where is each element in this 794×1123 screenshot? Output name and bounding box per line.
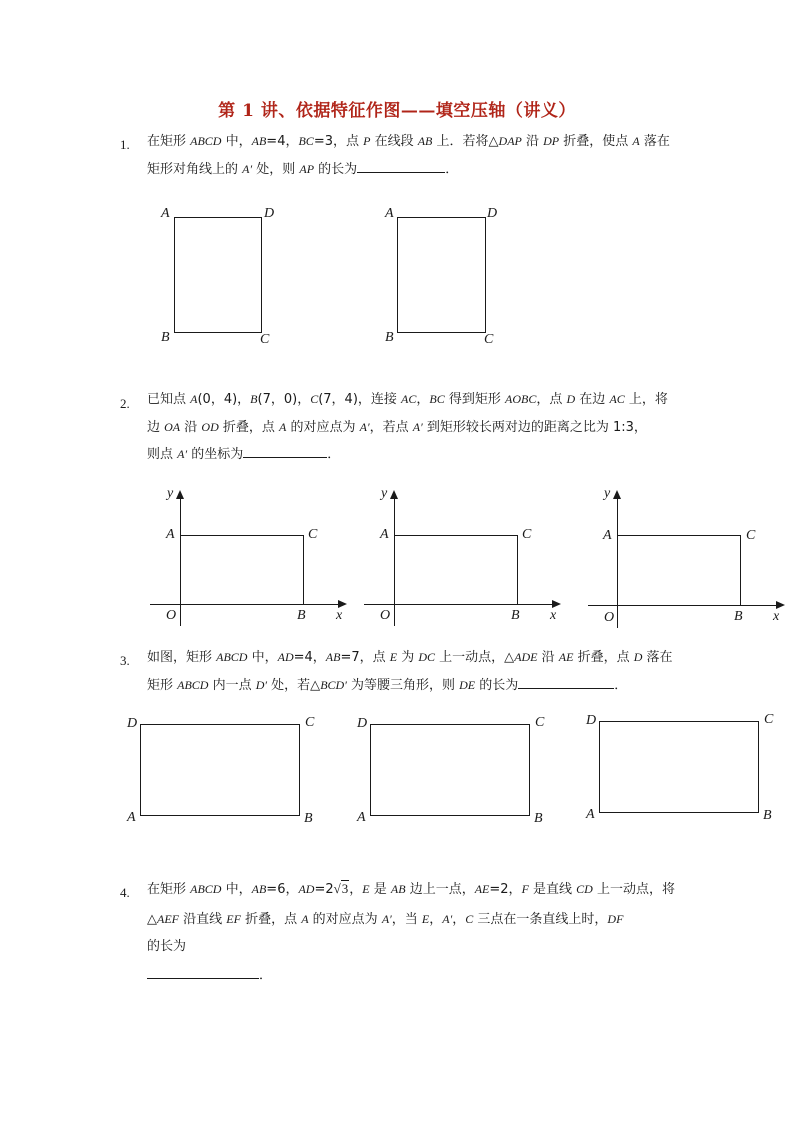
label-b: B xyxy=(734,609,743,624)
question-3-number: 3. xyxy=(120,653,130,668)
answer-blank-2[interactable] xyxy=(243,445,327,458)
label-c: C xyxy=(484,332,494,347)
x-axis-arrow-icon xyxy=(776,601,785,609)
label-d: D xyxy=(357,716,368,731)
label-c: C xyxy=(535,715,545,730)
y-axis xyxy=(617,496,618,628)
rectangle-abcd xyxy=(370,724,530,816)
page-title: 第 1 讲、依据特征作图——填空压轴（讲义） xyxy=(218,101,576,121)
square-root-icon: √3 xyxy=(333,881,349,896)
label-b: B xyxy=(297,608,306,623)
segment-ac xyxy=(180,535,304,536)
label-d: D xyxy=(127,716,138,731)
question-1-line-2: 矩形对角线上的 A′ 处，则 AP 的长为 ． xyxy=(147,162,459,177)
question-2-line-1: 已知点 A(0，4)，B(7，0)，C(7，4)，连接 AC，BC 得到矩形 AOBC，点 D 在边 AC 上，将 xyxy=(147,392,668,407)
label-y: y xyxy=(381,486,388,501)
question-1-line-1: 在矩形 ABCD 中，AB=4，BC=3，点 P 在线段 AB 上．若将△DAP 沿 DP 折叠，使点 A 落在 xyxy=(147,134,670,149)
x-axis xyxy=(588,605,778,606)
x-axis-arrow-icon xyxy=(552,600,561,608)
question-2-line-3: 则点 A′ 的坐标为 ． xyxy=(147,447,341,462)
label-d: D xyxy=(586,713,597,728)
label-b: B xyxy=(304,811,313,826)
y-axis-arrow-icon xyxy=(390,490,398,499)
label-a: A xyxy=(357,810,366,825)
label-b: B xyxy=(763,808,772,823)
label-a: A xyxy=(161,206,170,221)
segment-cb xyxy=(740,535,741,605)
segment-ac xyxy=(617,535,741,536)
label-c: C xyxy=(308,527,318,542)
label-d: D xyxy=(487,206,498,221)
x-axis xyxy=(364,604,554,605)
label-a: A xyxy=(603,528,612,543)
label-b: B xyxy=(161,330,170,345)
question-2-number: 2. xyxy=(120,396,130,411)
label-x: x xyxy=(550,608,557,623)
rectangle-abcd xyxy=(140,724,300,816)
question-2-line-2: 边 OA 沿 OD 折叠，点 A 的对应点为 A′，若点 A′ 到矩形较长两对边的距离之比为 1:3， xyxy=(147,420,647,435)
label-a: A xyxy=(385,206,394,221)
label-o: O xyxy=(166,608,177,623)
label-c: C xyxy=(746,528,756,543)
label-a: A xyxy=(380,527,389,542)
label-o: O xyxy=(604,610,615,625)
label-y: y xyxy=(604,486,611,501)
question-4-number: 4. xyxy=(120,885,130,900)
label-d: D xyxy=(264,206,275,221)
label-o: O xyxy=(380,608,391,623)
question-4-line-2: △AEF 沿直线 EF 折叠，点 A 的对应点为 A′，当 E，A′，C 三点在一条直线上时，DF xyxy=(147,912,624,927)
y-axis xyxy=(394,496,395,626)
question-4-line-1: 在矩形 ABCD 中，AB=6，AD=2√3，E 是 AB 边上一点，AE=2，F 是直线 CD 上一动点，将 xyxy=(147,881,675,897)
label-c: C xyxy=(260,332,270,347)
y-axis xyxy=(180,496,181,626)
rectangle-abcd xyxy=(397,217,486,333)
label-b: B xyxy=(534,811,543,826)
label-b: B xyxy=(385,330,394,345)
y-axis-arrow-icon xyxy=(613,490,621,499)
question-4-line-4: ． xyxy=(147,966,272,985)
question-1-number: 1. xyxy=(120,137,130,152)
segment-ac xyxy=(394,535,518,536)
label-c: C xyxy=(305,715,315,730)
rectangle-abcd xyxy=(599,721,759,813)
label-c: C xyxy=(522,527,532,542)
label-x: x xyxy=(336,608,343,623)
label-y: y xyxy=(167,486,174,501)
label-a: A xyxy=(166,527,175,542)
rectangle-abcd xyxy=(174,217,262,333)
answer-blank-4[interactable] xyxy=(147,966,259,979)
question-4-line-3: 的长为 xyxy=(147,939,187,954)
segment-cb xyxy=(517,535,518,604)
label-b: B xyxy=(511,608,520,623)
label-c: C xyxy=(764,712,774,727)
answer-blank-3[interactable] xyxy=(518,676,614,689)
answer-blank-1[interactable] xyxy=(357,160,445,173)
segment-cb xyxy=(303,535,304,604)
y-axis-arrow-icon xyxy=(176,490,184,499)
label-x: x xyxy=(773,609,780,624)
question-3-line-2: 矩形 ABCD 内一点 D′ 处，若△BCD′ 为等腰三角形，则 DE 的长为 ． xyxy=(147,678,628,693)
label-a: A xyxy=(127,810,136,825)
label-a: A xyxy=(586,807,595,822)
question-3-line-1: 如图，矩形 ABCD 中，AD=4，AB=7，点 E 为 DC 上一动点，△ADE 沿 AE 折叠，点 D 落在 xyxy=(147,650,673,665)
x-axis-arrow-icon xyxy=(338,600,347,608)
x-axis xyxy=(150,604,340,605)
